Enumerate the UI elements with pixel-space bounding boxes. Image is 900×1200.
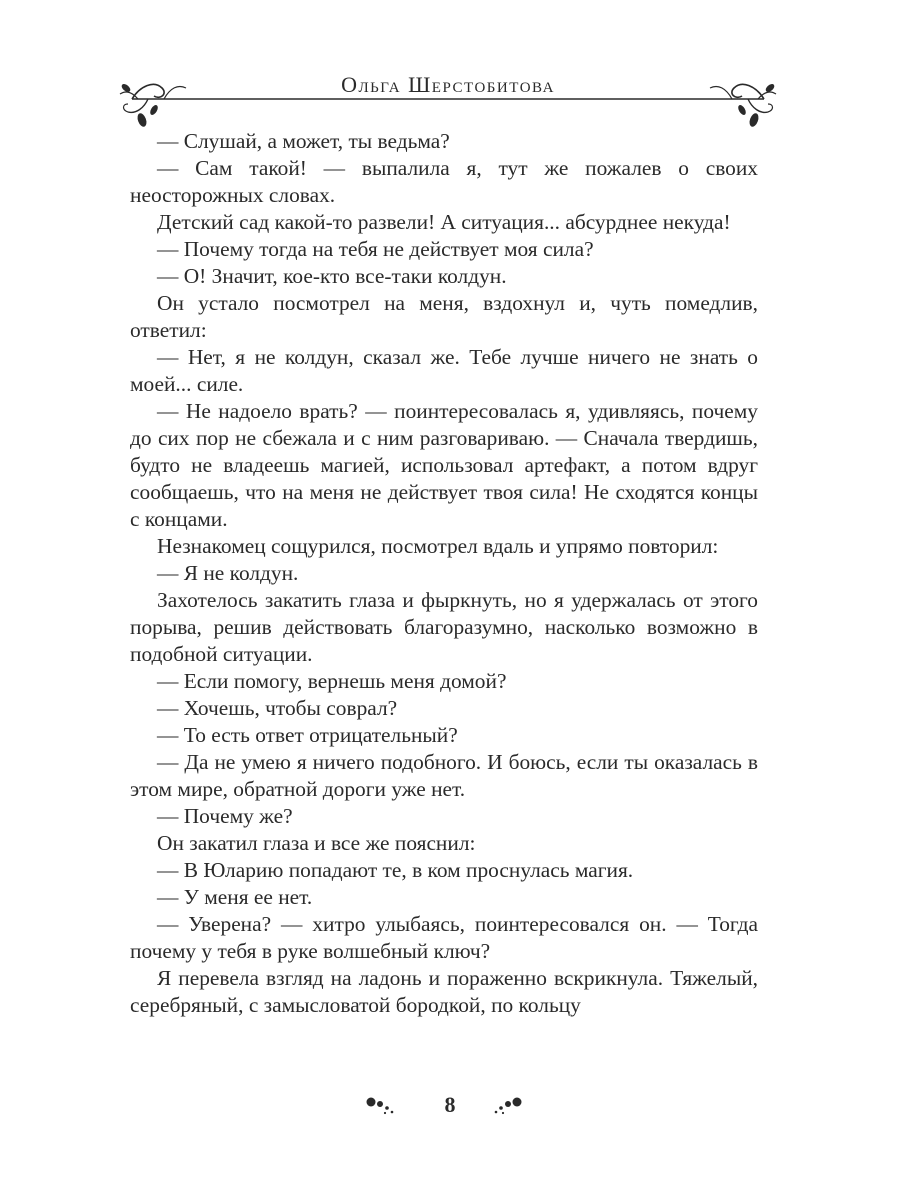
paragraph: — Уверена? — хитро улыбаясь, поинтересовался он. — Тогда почему у тебя в руке волшебный ключ? [130, 912, 758, 963]
dots-ornament-right-icon [490, 1096, 522, 1116]
paragraph: — То есть ответ отрицательный? [157, 723, 458, 747]
running-head [118, 72, 778, 98]
paragraph: — Сам такой! — выпалила я, тут же пожалев о своих неосторожных словах. [130, 156, 758, 207]
paragraph: Детский сад какой-то развели! А ситуация... абсурднее некуда! [157, 210, 731, 234]
paragraph: — В Юларию попадают те, в ком проснулась магия. [157, 858, 634, 882]
paragraph: — Слушай, а может, ты ведьма? [157, 129, 450, 153]
paragraph: — Не надоело врать? — поинтересовалась я, удивляясь, почему до сих пор не сбежала и с ним разговариваю. — Сначала твердишь, будто не владеешь магией, использовал артефакт, а потом вдруг сообщаешь, что на меня не действует твоя сила! Не сходятся концы с концами. [130, 399, 758, 531]
paragraph: — Я не колдун. [157, 561, 299, 585]
paragraph: Он закатил глаза и все же пояснил: [157, 831, 476, 855]
body-text [130, 128, 758, 1019]
paragraph: Он устало посмотрел на меня, вздохнул и, чуть помедлив, ответил: [130, 291, 758, 342]
paragraph: — Хочешь, чтобы соврал? [157, 696, 398, 720]
page-number: 8 [444, 1092, 456, 1117]
paragraph: — Если помогу, вернешь меня домой? [157, 669, 507, 693]
paragraph: — Почему же? [157, 804, 293, 828]
paragraph: Незнакомец сощурился, посмотрел вдаль и упрямо повторил: [157, 534, 719, 558]
page-footer [0, 1090, 900, 1124]
running-head-text: Ольга Шерстобитова [333, 72, 563, 97]
paragraph: — Почему тогда на тебя не действует моя сила? [157, 237, 594, 261]
paragraph: — У меня ее нет. [157, 885, 313, 909]
paragraph: — Нет, я не колдун, сказал же. Тебе лучше ничего не знать о моей... силе. [130, 345, 758, 396]
paragraph: — О! Значит, кое-кто все-таки колдун. [157, 264, 507, 288]
page-header [118, 58, 778, 134]
paragraph: Я перевела взгляд на ладонь и пораженно вскрикнула. Тяжелый, серебряный, с замысловатой бородкой, по кольцу [130, 966, 758, 1017]
paragraph: Захотелось закатить глаза и фыркнуть, но я удержалась от этого порыва, решив действовать благоразумно, насколько возможно в подобной ситуации. [130, 588, 758, 666]
paragraph: — Да не умею я ничего подобного. И боюсь, если ты оказалась в этом мире, обратной дороги уже нет. [130, 750, 758, 801]
